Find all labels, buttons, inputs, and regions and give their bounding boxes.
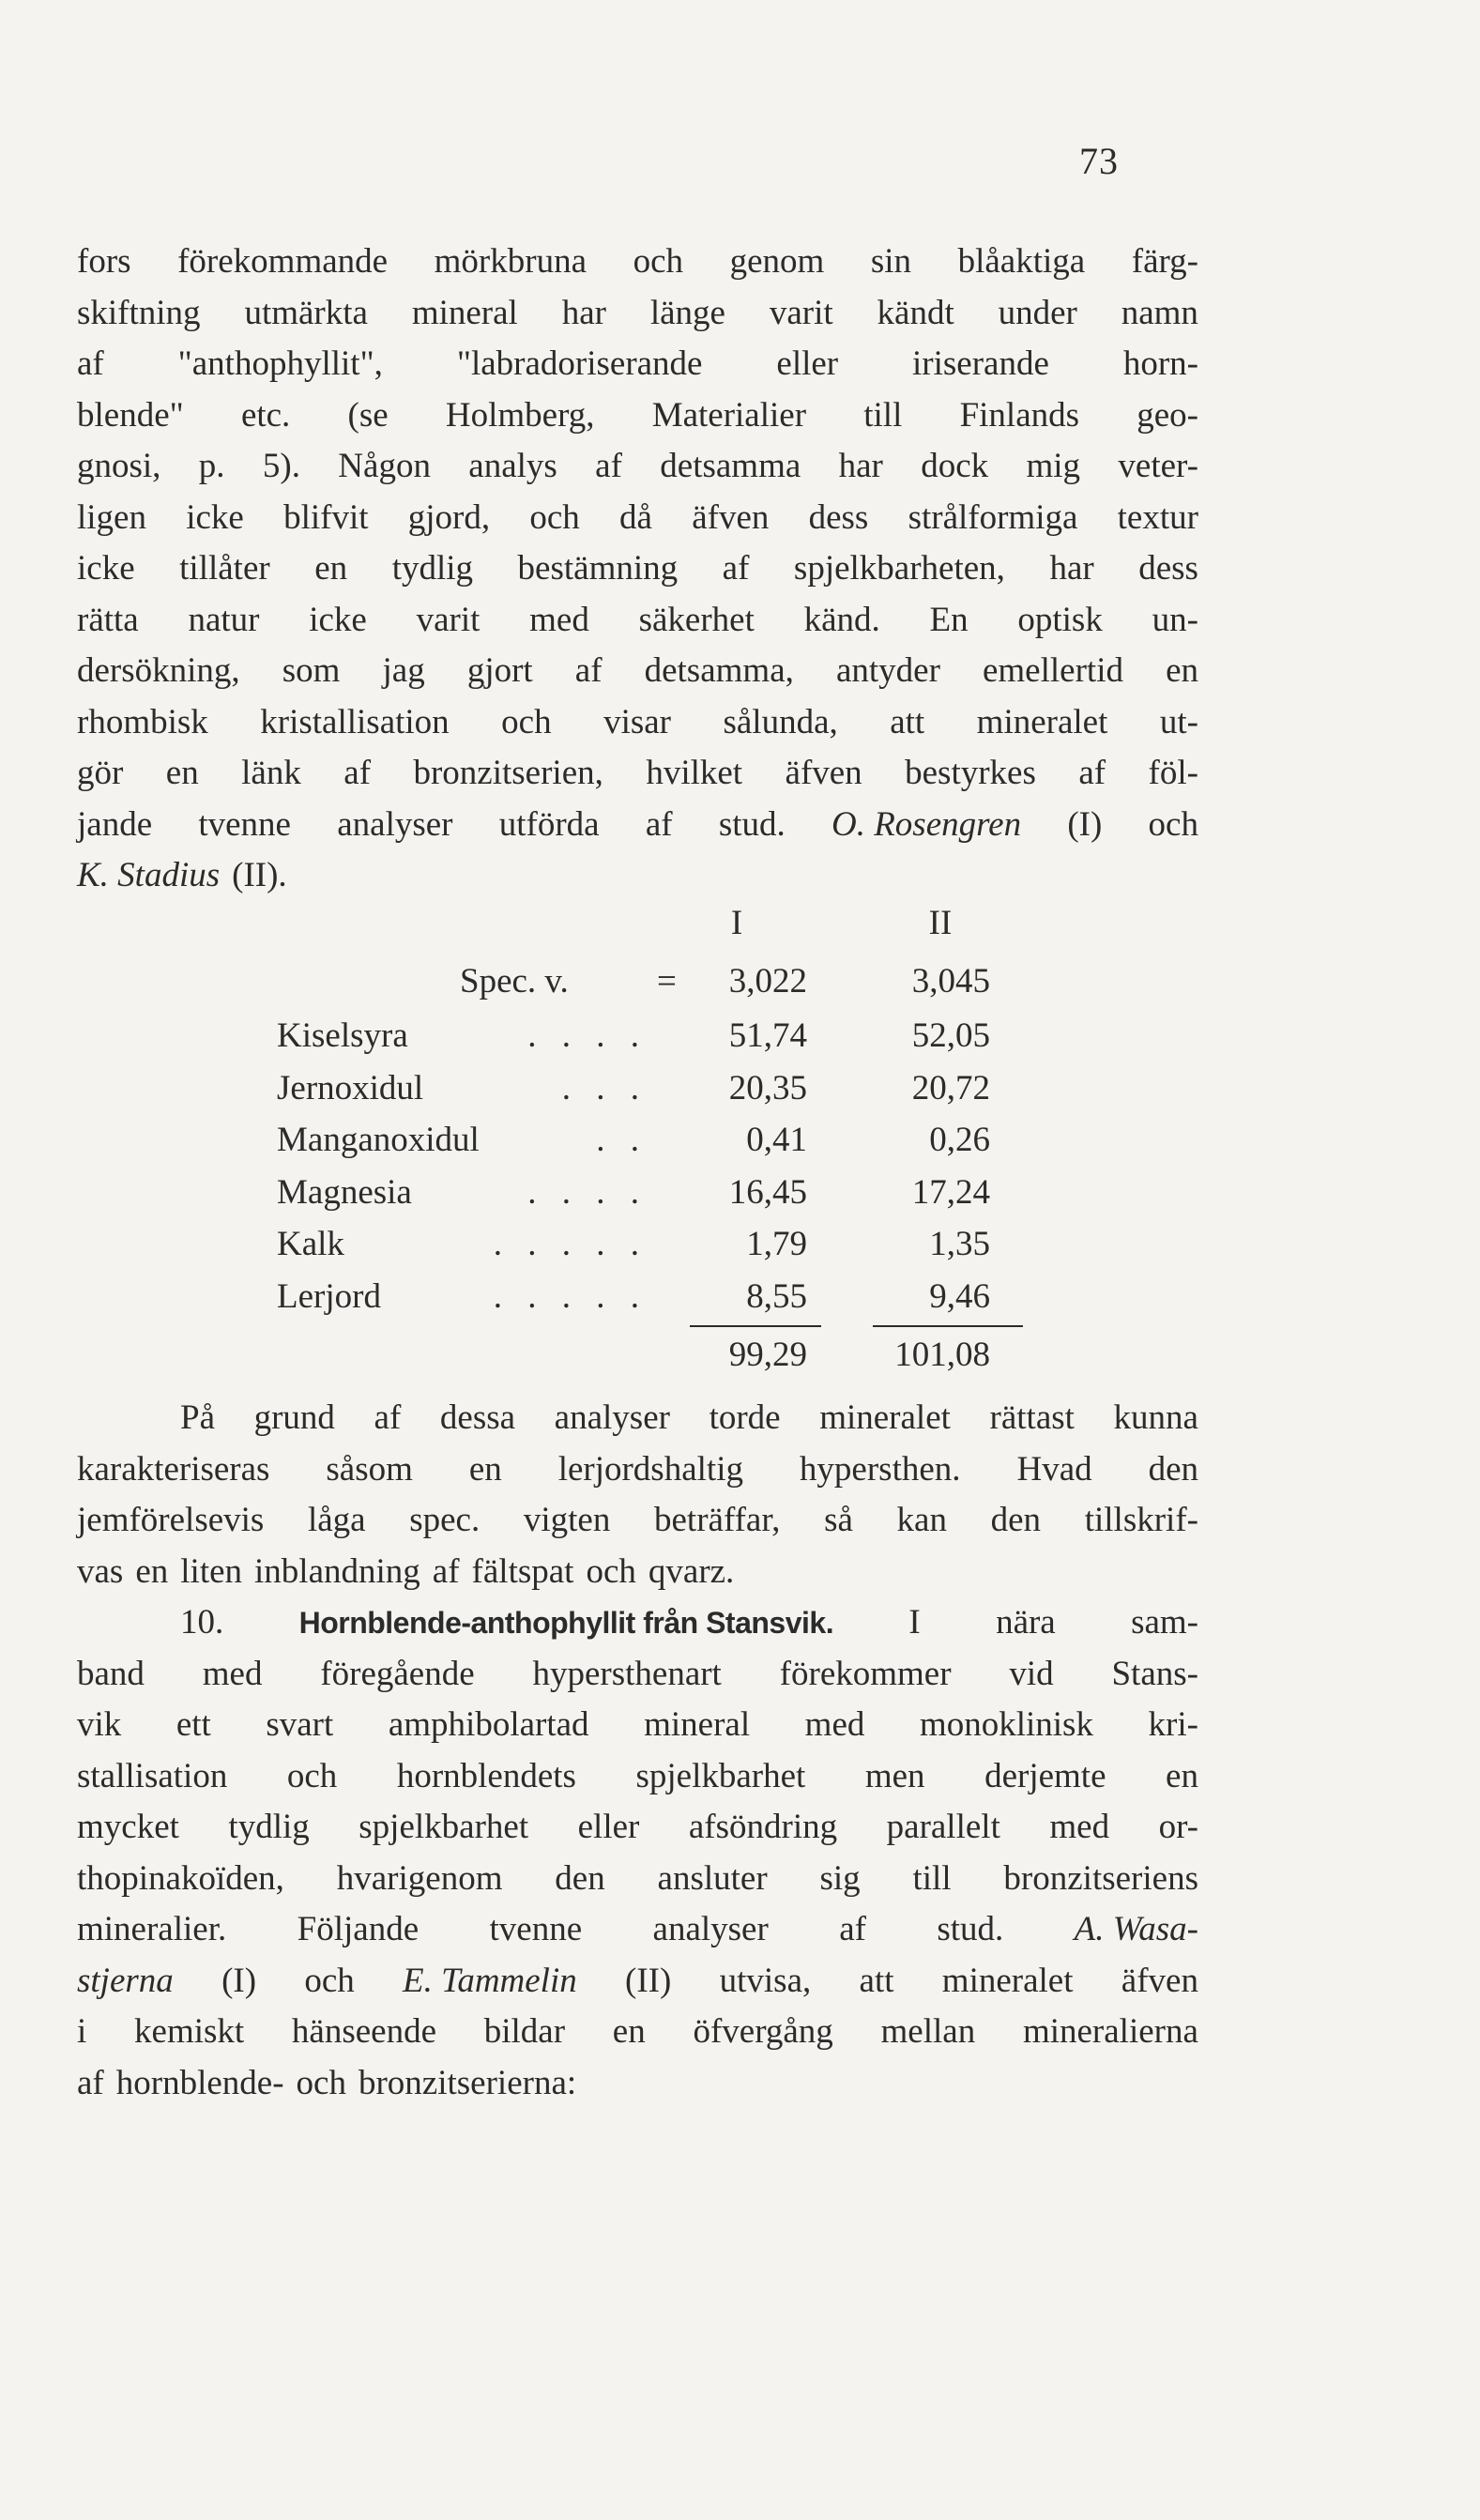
word: och <box>586 1551 636 1591</box>
word: bronzitserierna: <box>358 2063 577 2102</box>
word: förekommande <box>177 242 389 281</box>
word: afsöndring <box>688 1808 838 1846</box>
word: kri- <box>1148 1705 1198 1744</box>
word: känd. <box>803 600 880 639</box>
word: Holmberg, <box>445 395 595 435</box>
text-line <box>77 288 1198 340</box>
word: bildar <box>483 2012 566 2051</box>
word: eller <box>577 1808 640 1846</box>
word: till <box>863 395 903 435</box>
word: mellan <box>880 2012 976 2051</box>
word: och <box>633 242 684 281</box>
word: tvenne <box>198 804 291 844</box>
word: utförda <box>498 804 600 844</box>
value-ii: 52,05 <box>911 1016 990 1055</box>
word: ett <box>175 1705 211 1744</box>
page-number: 73 <box>1079 140 1119 182</box>
word: vigten <box>523 1501 611 1539</box>
word: vid <box>1009 1654 1054 1693</box>
word: tydlig <box>391 549 474 588</box>
word: detsamma <box>660 447 801 485</box>
word: (se <box>347 395 389 435</box>
word: hypersthen. <box>799 1449 961 1489</box>
row-label: Kiselsyra <box>277 1016 408 1055</box>
word: bestyrkes <box>905 754 1036 792</box>
word: svart <box>266 1705 334 1744</box>
word: parallelt <box>886 1808 1000 1846</box>
word: af <box>595 447 622 485</box>
word: rättast <box>989 1398 1075 1437</box>
word: mineralet <box>941 1961 1074 2000</box>
leader-dots: . . . . <box>527 1172 648 1212</box>
word: beträffar, <box>654 1501 781 1539</box>
word: tydlig <box>228 1808 310 1846</box>
word: mörkbruna <box>434 242 587 281</box>
word: tvenne <box>489 1910 583 1948</box>
word: nära <box>996 1603 1056 1642</box>
word: Finlands <box>959 395 1080 435</box>
word: kändt <box>877 293 954 332</box>
text-line <box>77 748 1198 800</box>
word: analyser <box>337 804 453 844</box>
word: i <box>77 2012 87 2051</box>
word: emellertid <box>982 651 1123 690</box>
word: I <box>908 1603 921 1642</box>
text-line <box>77 1444 1198 1496</box>
word: stallisation <box>77 1756 228 1795</box>
text-line <box>77 697 1198 749</box>
word: en <box>135 1551 169 1591</box>
word: tillskrif- <box>1084 1501 1198 1539</box>
word: utvisa, <box>719 1961 812 2000</box>
word: och <box>296 2063 346 2102</box>
word: antyder <box>835 651 940 690</box>
word: ansluter <box>657 1858 768 1898</box>
text-line <box>77 595 1198 647</box>
word: icke <box>77 549 135 588</box>
word: O. Rosengren <box>831 804 1022 844</box>
word: K. Stadius <box>77 856 221 894</box>
word: gör <box>77 754 124 792</box>
word: bronzitseriens <box>1003 1858 1198 1898</box>
word: derjemte <box>984 1756 1106 1795</box>
text-line <box>77 390 1198 442</box>
word: thopinakoïden, <box>77 1858 284 1898</box>
word: (I) <box>1067 804 1103 844</box>
word: optisk <box>1017 600 1103 639</box>
word: af <box>645 804 673 844</box>
word: veter- <box>1118 447 1198 485</box>
word: jemförelsevis <box>77 1501 265 1539</box>
word: qvarz. <box>648 1551 735 1591</box>
word: en <box>612 2012 646 2051</box>
word: gjort <box>466 651 533 690</box>
word: varit <box>769 293 833 332</box>
word: stud. <box>937 1910 1004 1948</box>
word: färg- <box>1131 242 1198 281</box>
word: jande <box>77 804 153 844</box>
text-line <box>77 1802 1198 1854</box>
word: mineralier. <box>77 1910 227 1948</box>
word: spjelkbarhet <box>359 1808 529 1846</box>
word: öfvergång <box>693 2012 833 2051</box>
word: stud. <box>718 804 786 844</box>
word: rhombisk <box>77 702 208 741</box>
sum-rule-ii <box>873 1325 1023 1327</box>
word: dess <box>1138 549 1198 588</box>
word: och <box>1148 804 1198 844</box>
word: som <box>282 651 341 690</box>
word: hornblende- <box>115 2063 284 2102</box>
total-ii: 101,08 <box>894 1336 990 1374</box>
word: gnosi, <box>77 447 161 485</box>
word: har <box>838 447 883 485</box>
word: "anthophyllit", <box>177 344 383 383</box>
value-i: 0,41 <box>746 1121 807 1159</box>
word: analys <box>468 447 557 485</box>
word: har <box>561 293 606 332</box>
word: dock <box>921 447 989 485</box>
word: har <box>1049 549 1094 588</box>
word: varit <box>416 600 481 639</box>
word: tillåter <box>179 549 270 588</box>
word: "labradoriserande <box>456 344 703 383</box>
word: äfven <box>1121 1961 1198 2000</box>
row-label: Kalk <box>277 1225 344 1263</box>
value-i: 8,55 <box>746 1276 807 1316</box>
word: spjelkbarhet <box>635 1756 806 1795</box>
word: visar <box>603 702 671 741</box>
word: hvarigenom <box>336 1858 503 1898</box>
word: vik <box>77 1705 122 1744</box>
word: mineralet <box>819 1398 951 1437</box>
row-label: Jernoxidul <box>277 1068 424 1107</box>
row-label: Manganoxidul <box>277 1121 480 1159</box>
text-line <box>77 543 1198 595</box>
word: stjerna <box>77 1961 174 2000</box>
total-i: 99,29 <box>728 1336 807 1374</box>
leader-dots: . . . <box>561 1068 648 1107</box>
word: Materialier <box>651 395 807 435</box>
word: fältspat <box>471 1551 574 1591</box>
word: band <box>77 1654 145 1693</box>
row-label: Magnesia <box>277 1172 412 1212</box>
column-header-ii: II <box>928 904 953 942</box>
word: dessa <box>439 1398 516 1437</box>
word: och <box>529 497 580 537</box>
text-line <box>77 1854 1198 1905</box>
word: spec. <box>409 1501 481 1539</box>
word: analyser <box>652 1910 769 1948</box>
word: en <box>165 754 199 792</box>
word: lerjordshaltig <box>557 1449 743 1489</box>
word: or- <box>1158 1808 1198 1846</box>
column-header-i: I <box>730 904 743 942</box>
leader-dots: . . <box>596 1121 648 1159</box>
section-heading: Hornblende-anthophyllit från Stansvik. <box>298 1606 834 1640</box>
word: Följande <box>297 1910 420 1948</box>
word: en <box>1166 651 1198 690</box>
value-i: 51,74 <box>728 1016 807 1055</box>
word: kristallisation <box>260 702 450 741</box>
word: kan <box>896 1501 947 1539</box>
leader-dots: . . . . . <box>493 1225 648 1263</box>
word: mycket <box>77 1808 179 1846</box>
word: 5). <box>262 447 300 485</box>
word: en <box>1166 1756 1198 1795</box>
text-line <box>77 1547 1198 1598</box>
word: äfven <box>692 497 770 537</box>
word: etc. <box>240 395 291 435</box>
section-number: 10. <box>180 1603 224 1642</box>
word: af <box>722 549 750 588</box>
text-line <box>77 339 1198 390</box>
text-line <box>77 1495 1198 1547</box>
value-ii: 17,24 <box>911 1172 990 1212</box>
word: mineral <box>411 293 518 332</box>
word: dess <box>808 497 869 537</box>
word: säkerhet <box>638 600 755 639</box>
paragraph-1 <box>77 237 1198 902</box>
word: föl- <box>1148 754 1198 792</box>
leader-dots: . . . . <box>527 1016 648 1055</box>
value-ii: 1,35 <box>929 1225 990 1263</box>
text-line <box>77 441 1198 493</box>
leader-dots: . . . . . <box>493 1276 648 1316</box>
word: länge <box>649 293 725 332</box>
word: un- <box>1152 600 1198 639</box>
text-line <box>77 2007 1198 2058</box>
text-line <box>77 800 1198 851</box>
word: såsom <box>326 1449 413 1489</box>
word: monoklinisk <box>919 1705 1093 1744</box>
word: amphibolartad <box>388 1705 589 1744</box>
word: låga <box>307 1501 366 1539</box>
text-line <box>77 1904 1198 1956</box>
word: natur <box>188 600 260 639</box>
word: geo- <box>1137 395 1198 435</box>
text-line <box>77 646 1198 697</box>
word: mig <box>1026 447 1081 485</box>
word: hypersthenart <box>532 1654 722 1693</box>
word: sin <box>870 242 912 281</box>
word: mineralet <box>976 702 1108 741</box>
text-line <box>77 493 1198 544</box>
word: karakteriseras <box>77 1449 270 1489</box>
value-ii: 0,26 <box>929 1121 990 1159</box>
word: ligen <box>77 497 146 537</box>
row-label: Lerjord <box>277 1276 381 1316</box>
word: hvilket <box>646 754 743 792</box>
spec-equals: = <box>657 962 677 1000</box>
word: af <box>432 1551 460 1591</box>
value-i: 1,79 <box>746 1225 807 1263</box>
word: att <box>890 702 925 741</box>
word: inblandning <box>254 1551 420 1591</box>
word: och <box>304 1961 355 2000</box>
word: detsamma, <box>644 651 794 690</box>
word: af <box>77 344 104 383</box>
word: blåaktiga <box>957 242 1086 281</box>
word: äfven <box>785 754 862 792</box>
value-ii: 20,72 <box>911 1068 990 1107</box>
word: A. Wasa- <box>1074 1910 1198 1948</box>
word: jag <box>382 651 425 690</box>
word: blifvit <box>283 497 369 537</box>
word: kunna <box>1113 1398 1198 1437</box>
word: torde <box>709 1398 781 1437</box>
word: dersökning, <box>77 651 240 690</box>
word: horn- <box>1122 344 1198 383</box>
text-line <box>77 2058 1198 2110</box>
word: af <box>343 754 372 792</box>
word: (II). <box>232 856 287 894</box>
word: kemiskt <box>134 2012 245 2051</box>
word: den <box>555 1858 605 1898</box>
word: bronzitserien, <box>413 754 603 792</box>
word: grund <box>253 1398 335 1437</box>
word: att <box>859 1961 894 2000</box>
word: namn <box>1121 293 1198 332</box>
word: blende" <box>77 395 184 435</box>
word: hänseende <box>291 2012 437 2051</box>
word: med <box>804 1705 865 1744</box>
word: (I) <box>221 1961 257 2000</box>
word: textur <box>1117 497 1198 537</box>
word: E. Tammelin <box>403 1961 577 2000</box>
spec-label: Spec. v. <box>460 962 569 1000</box>
word: mineral <box>644 1705 751 1744</box>
paragraph-3 <box>77 1597 1198 2109</box>
word: af <box>77 2063 104 2102</box>
paragraph-2 <box>77 1393 1198 1597</box>
word: icke <box>186 497 244 537</box>
word: bestämning <box>517 549 679 588</box>
text-line <box>77 1393 1198 1444</box>
text-line <box>77 1751 1198 1803</box>
word: liten <box>180 1551 243 1591</box>
word: med <box>1049 1808 1110 1846</box>
value-i: 16,45 <box>728 1172 807 1212</box>
word: och <box>286 1756 338 1795</box>
spec-value-ii: 3,045 <box>911 962 990 1000</box>
word: Hvad <box>1016 1449 1092 1489</box>
word: och <box>501 702 552 741</box>
word: eller <box>776 344 839 383</box>
word: icke <box>309 600 367 639</box>
word: sam- <box>1131 1603 1198 1642</box>
word: den <box>990 1501 1042 1539</box>
word: med <box>202 1654 263 1693</box>
spec-value-i: 3,022 <box>728 962 807 1000</box>
sum-rule-i <box>690 1325 821 1327</box>
word: analyser <box>554 1398 670 1437</box>
word: en <box>314 549 348 588</box>
text-line <box>77 237 1198 288</box>
word: p. <box>198 447 225 485</box>
word: så <box>824 1501 853 1539</box>
word: till <box>912 1858 952 1898</box>
word: förekommer <box>779 1654 952 1693</box>
word: gjord, <box>407 497 491 537</box>
value-ii: 9,46 <box>929 1276 990 1316</box>
word: genom <box>729 242 825 281</box>
word: af <box>574 651 603 690</box>
word: strålformiga <box>908 497 1078 537</box>
word: men <box>864 1756 925 1795</box>
word: rätta <box>77 600 139 639</box>
word: under <box>998 293 1077 332</box>
text-line <box>77 850 1198 902</box>
word: en <box>468 1449 502 1489</box>
word: mineralierna <box>1022 2012 1198 2051</box>
word: föregående <box>320 1654 475 1693</box>
word: skiftning <box>77 293 201 332</box>
value-i: 20,35 <box>728 1068 807 1107</box>
word: af <box>839 1910 866 1948</box>
text-line <box>77 1649 1198 1701</box>
word: sig <box>819 1858 861 1898</box>
word: Någon <box>338 447 431 485</box>
word: På <box>180 1398 215 1437</box>
text-line <box>77 1597 1198 1649</box>
word: Stans- <box>1111 1654 1198 1693</box>
word: länk <box>241 754 301 792</box>
word: iriserande <box>912 344 1049 383</box>
word: (II) <box>625 1961 672 2000</box>
word: då <box>619 497 652 537</box>
word: den <box>1148 1449 1198 1489</box>
word: med <box>529 600 589 639</box>
word: fors <box>77 242 131 281</box>
word: vas <box>77 1551 124 1591</box>
word: af <box>1078 754 1106 792</box>
word: En <box>929 600 969 639</box>
text-line <box>77 1956 1198 2008</box>
word: af <box>374 1398 402 1437</box>
word: sålunda, <box>723 702 838 741</box>
word: spjelkbarheten, <box>793 549 1005 588</box>
word: ut- <box>1159 702 1198 741</box>
word: utmärkta <box>244 293 368 332</box>
text-line <box>77 1700 1198 1751</box>
word: hornblendets <box>396 1756 576 1795</box>
